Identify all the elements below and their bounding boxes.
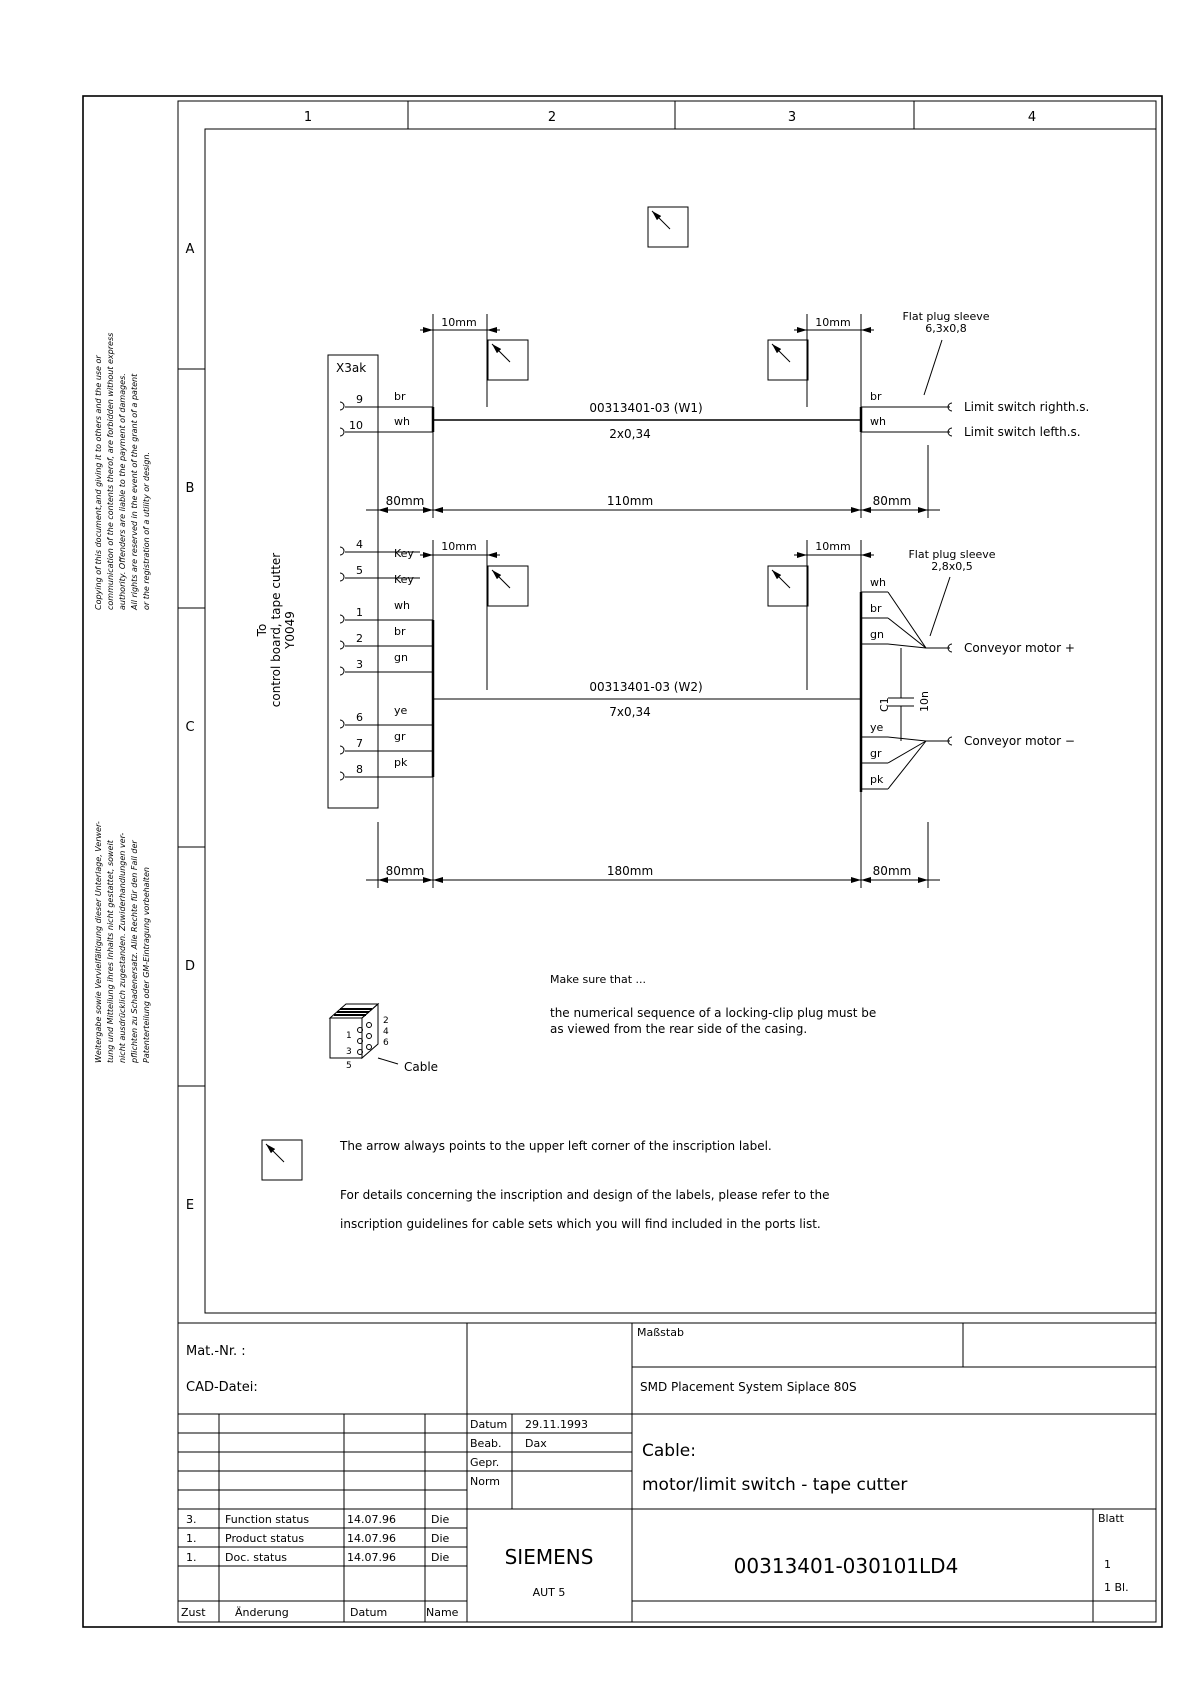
pin-number: 1 — [356, 606, 363, 619]
sheet-number: 1 — [1104, 1558, 1111, 1571]
wire-color: pk — [394, 756, 408, 769]
pin-number: 8 — [356, 763, 363, 776]
drawing-area-border — [205, 129, 1156, 1313]
pin-number: 2 — [356, 632, 363, 645]
sheet-total: 1 Bl. — [1104, 1581, 1129, 1594]
note-make-sure-title: Make sure that ... — [550, 973, 647, 986]
wire-color: wh — [394, 599, 410, 612]
zone-column-4: 4 — [1027, 110, 1037, 125]
connector-destination — [255, 553, 297, 708]
wire-color: wh — [870, 415, 886, 428]
capacitor-name: C1 — [878, 697, 891, 712]
pin-number: 7 — [356, 737, 363, 750]
label-marker-icon — [768, 340, 808, 380]
wire-color: wh — [394, 415, 410, 428]
svg-text:tung und Mitteilung ihres Inha: tung und Mitteilung ihres Inhalts nicht gestattet, soweit — [106, 840, 115, 1063]
svg-text:Patenterteilung oder GM-Eintra: Patenterteilung oder GM-Eintragung vorbehalten — [142, 867, 151, 1063]
gepr-label: Gepr. — [470, 1456, 500, 1469]
copyright-note-english — [94, 333, 151, 611]
zone-row-e: E — [185, 1198, 195, 1213]
wire-color: ye — [870, 721, 884, 734]
wire-color: br — [870, 390, 882, 403]
wire-color: br — [394, 390, 406, 403]
cad-file-label: CAD-Datei: — [186, 1380, 258, 1395]
column-header-name: Name — [426, 1606, 459, 1619]
dim-strip-right: 80mm — [872, 494, 912, 508]
zone-row-b: B — [185, 481, 195, 496]
target-limit-switch-right: Limit switch righth.s. — [964, 400, 1090, 414]
dim-strip-left: 80mm — [385, 494, 425, 508]
wire-color: gn — [870, 628, 884, 641]
outer-border — [83, 96, 1162, 1627]
cable-w2-spec: 7x0,34 — [609, 705, 651, 719]
revision-change: Product status — [225, 1532, 305, 1545]
revision-name: Die — [431, 1532, 450, 1545]
wire-color: br — [870, 602, 882, 615]
drawing-title-line2: motor/limit switch - tape cutter — [642, 1475, 908, 1495]
revision-date: 14.07.96 — [347, 1513, 396, 1526]
wire-color: Key — [394, 547, 414, 560]
svg-text:Copying of this document,and g: Copying of this document,and giving it to others and the use or — [94, 355, 103, 610]
flat-plug-sleeve-label: Flat plug sleeve — [902, 310, 990, 323]
label-marker-icon — [488, 566, 528, 606]
flat-plug-sleeve-size: 6,3x0,8 — [925, 322, 967, 335]
pin-number: 6 — [356, 711, 363, 724]
title-block — [178, 1323, 1156, 1622]
svg-text:control board, tape cutter: control board, tape cutter — [269, 552, 283, 708]
scale-label: Maßstab — [637, 1326, 684, 1339]
svg-text:nicht ausdrücklich zugestanden: nicht ausdrücklich zugestanden. Zuwiderhandlungen ver- — [118, 832, 127, 1063]
pin-number: 9 — [356, 393, 363, 406]
note-details-line2: inscription guidelines for cable sets which you will find included in the ports list. — [340, 1217, 821, 1231]
pin-number: 3 — [356, 658, 363, 671]
target-conveyor-motor-plus: Conveyor motor + — [964, 641, 1075, 655]
dim-label-offset-left: 10mm — [441, 540, 477, 553]
column-header-datum: Datum — [350, 1606, 388, 1619]
drawing-title-line1: Cable: — [642, 1441, 696, 1461]
norm-label: Norm — [470, 1475, 501, 1488]
datum-label: Datum — [470, 1418, 508, 1431]
revision-name: Die — [431, 1513, 450, 1526]
revision-date: 14.07.96 — [347, 1532, 396, 1545]
flat-plug-sleeve-label: Flat plug sleeve — [908, 548, 996, 561]
plug-pin-number: 3 — [346, 1047, 352, 1057]
zone-row-c: C — [185, 720, 195, 735]
dim-label-offset-right: 10mm — [815, 316, 851, 329]
plug-pin-number: 5 — [346, 1061, 352, 1071]
target-limit-switch-left: Limit switch lefth.s. — [964, 425, 1081, 439]
target-conveyor-motor-minus: Conveyor motor − — [964, 734, 1075, 748]
zone-column-2: 2 — [547, 110, 557, 125]
beab-label: Beab. — [470, 1437, 502, 1450]
zone-row-d: D — [184, 959, 196, 974]
plug-cable-label: Cable — [404, 1060, 439, 1074]
datum-value: 29.11.1993 — [525, 1418, 588, 1431]
dim-cable-length: 180mm — [606, 864, 654, 878]
pin-number: 4 — [356, 538, 363, 551]
revision-name: Die — [431, 1551, 450, 1564]
zone-row-a: A — [185, 242, 195, 257]
dim-strip-left: 80mm — [385, 864, 425, 878]
dim-strip-right: 80mm — [872, 864, 912, 878]
column-header-zust: Zust — [181, 1606, 206, 1619]
plug-pin-number: 4 — [383, 1027, 389, 1037]
dim-cable-length: 110mm — [606, 494, 654, 508]
dim-label-offset-right: 10mm — [815, 540, 851, 553]
wire-color: gr — [394, 730, 406, 743]
wire-color: gr — [870, 747, 882, 760]
drawing-number: 00313401-030101LD4 — [733, 1554, 959, 1578]
wire-color: Key — [394, 573, 414, 586]
capacitor-value: 10n — [918, 691, 931, 712]
wire-color: gn — [394, 651, 408, 664]
column-header-change: Änderung — [235, 1606, 289, 1619]
svg-text:or the registration of a utili: or the registration of a utility or design. — [142, 451, 151, 610]
svg-text:communication of the contents: communication of the contents therof, are forbidden without express — [106, 332, 115, 610]
svg-text:Y0049: Y0049 — [283, 611, 297, 649]
plug-pin-number: 1 — [346, 1031, 352, 1041]
svg-text:To: To — [255, 623, 269, 637]
svg-text:Weitergabe sowie Vervielfältig: Weitergabe sowie Vervielfältigung dieser Unterlage, Verwer- — [94, 821, 103, 1063]
revision-zust: 3. — [186, 1513, 197, 1526]
pin-number: 5 — [356, 564, 363, 577]
label-marker-icon — [648, 207, 688, 247]
cable-w1-part-number: 00313401-03 (W1) — [589, 401, 703, 415]
beab-value: Dax — [525, 1437, 547, 1450]
copyright-note-german — [94, 821, 151, 1064]
plug-pin-number: 6 — [383, 1038, 389, 1048]
svg-text:authority. Offenders are liabl: authority. Offenders are liable to the payment of damages. — [118, 373, 127, 610]
wire-color: pk — [870, 773, 884, 786]
svg-text:All rights are reserved in the: All rights are reserved in the event of the grant of a patent — [130, 373, 139, 610]
revision-change: Function status — [225, 1513, 310, 1526]
svg-text:pflichten zu Schadenersatz. Al: pflichten zu Schadenersatz. Alle Rechte für den Fall der — [130, 840, 139, 1063]
revision-date: 14.07.96 — [347, 1551, 396, 1564]
revision-change: Doc. status — [225, 1551, 288, 1564]
connector-name: X3ak — [336, 361, 367, 375]
department: AUT 5 — [532, 1586, 566, 1599]
wire-color: wh — [870, 576, 886, 589]
flat-plug-sleeve-size: 2,8x0,5 — [931, 560, 973, 573]
note-make-sure-line2: as viewed from the rear side of the casing. — [550, 1022, 808, 1036]
revision-zust: 1. — [186, 1532, 197, 1545]
note-arrow: The arrow always points to the upper left corner of the inscription label. — [340, 1139, 772, 1153]
label-marker-icon — [488, 340, 528, 380]
plug-pin-number: 2 — [383, 1016, 389, 1026]
label-marker-icon — [768, 566, 808, 606]
zone-column-1: 1 — [303, 110, 313, 125]
pin-number: 10 — [349, 419, 363, 432]
sheet-label: Blatt — [1098, 1512, 1124, 1525]
company-name: SIEMENS — [504, 1545, 594, 1569]
note-make-sure-line1: the numerical sequence of a locking-clip plug must be — [550, 1006, 877, 1020]
cable-w1-spec: 2x0,34 — [609, 427, 651, 441]
zone-column-3: 3 — [787, 110, 797, 125]
wire-color: ye — [394, 704, 408, 717]
revision-zust: 1. — [186, 1551, 197, 1564]
dim-label-offset-left: 10mm — [441, 316, 477, 329]
wire-color: br — [394, 625, 406, 638]
system-name: SMD Placement System Siplace 80S — [640, 1380, 857, 1394]
mat-nr-label: Mat.-Nr. : — [186, 1344, 246, 1359]
connector-pin-marks — [340, 402, 344, 780]
note-details-line1: For details concerning the inscription and design of the labels, please refer to the — [340, 1188, 830, 1202]
cable-w2-part-number: 00313401-03 (W2) — [589, 680, 703, 694]
label-marker-icon — [262, 1140, 302, 1180]
